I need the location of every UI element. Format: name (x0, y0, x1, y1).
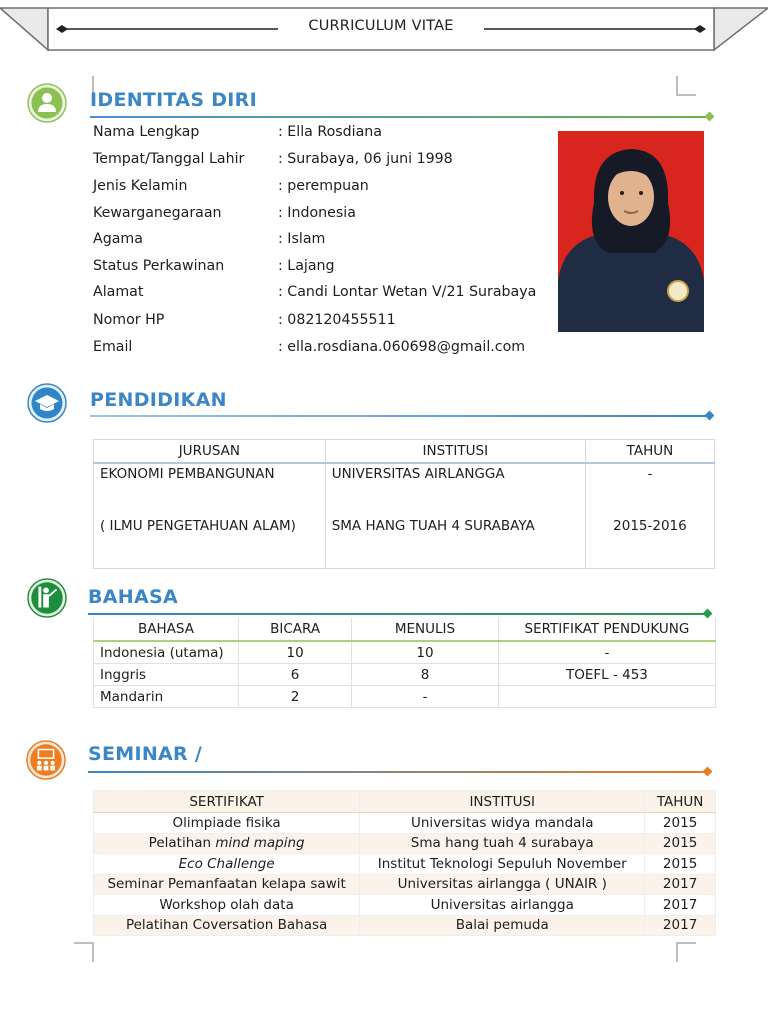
table-row (94, 895, 716, 916)
section-divider-end (705, 411, 715, 421)
seminar-table (93, 790, 716, 936)
identity-row (93, 151, 553, 177)
identity-row (93, 284, 553, 310)
identity-value: : Lajang (278, 258, 335, 274)
column-header: TAHUN (585, 440, 714, 464)
section-title-identity: IDENTITAS DIRI (90, 89, 257, 111)
page-title: CURRICULUM VITAE (308, 18, 454, 34)
identity-label: Kewarganegaraan (93, 205, 222, 221)
table-cell: Mandarin (94, 686, 239, 708)
column-header: INSTITUSI (360, 791, 645, 813)
year-cell: 2017 (645, 874, 716, 895)
table-cell: 6 (239, 664, 352, 686)
corner-mark (676, 942, 696, 962)
certificate-text: Seminar Pemanfaatan kelapa sawit (107, 876, 346, 893)
column-header: MENULIS (352, 618, 499, 641)
section-title-education: PENDIDIKAN (90, 389, 227, 411)
certificate-text: Pelatihan Coversation Bahasa (125, 917, 328, 934)
table-cell: Inggris (94, 664, 239, 686)
presenter-icon (27, 578, 67, 618)
identity-row (93, 231, 553, 257)
year-cell: 2015 (645, 854, 716, 875)
identity-label: Tempat/Tanggal Lahir (93, 151, 245, 167)
table-cell: 2 (239, 686, 352, 708)
table-cell: 10 (239, 641, 352, 664)
year-cell: 2015 (645, 833, 716, 854)
table-cell: - (352, 686, 499, 708)
table-cell: SMA HANG TUAH 4 SURABAYA (325, 516, 585, 569)
certificate-text: Workshop olah data (159, 896, 294, 913)
user-icon (27, 83, 67, 123)
table-row (94, 664, 716, 686)
section-divider-end (703, 767, 713, 777)
year-cell: 2017 (645, 895, 716, 916)
table-row (94, 854, 716, 875)
identity-row (93, 178, 553, 204)
corner-mark (74, 942, 94, 962)
column-header: SERTIFIKAT PENDUKUNG (498, 618, 715, 641)
identity-row (93, 339, 553, 365)
identity-value: : Candi Lontar Wetan V/21 Surabaya (278, 284, 536, 300)
certificate-cell (94, 895, 360, 916)
column-header: INSTITUSI (325, 440, 585, 464)
table-cell: UNIVERSITAS AIRLANGGA (325, 463, 585, 516)
identity-value: : Surabaya, 06 juni 1998 (278, 151, 453, 167)
table-row (94, 874, 716, 895)
table-cell: 8 (352, 664, 499, 686)
column-header: TAHUN (645, 791, 716, 813)
certificate-cell (94, 813, 360, 834)
identity-label: Agama (93, 231, 143, 247)
corner-mark (676, 76, 696, 96)
identity-label: Email (93, 339, 133, 355)
year-cell: 2017 (645, 915, 716, 936)
identity-row (93, 205, 553, 231)
table-row (94, 915, 716, 936)
identity-value: : Ella Rosdiana (278, 124, 382, 140)
section-divider (90, 415, 710, 417)
identity-label: Nomor HP (93, 312, 165, 328)
identity-value: : 082120455511 (278, 312, 396, 328)
identity-label: Nama Lengkap (93, 124, 200, 140)
table-row (94, 641, 716, 664)
column-header: SERTIFIKAT (94, 791, 360, 813)
identity-value: : ella.rosdiana.060698@gmail.com (278, 339, 525, 355)
institution-cell: Universitas airlangga ( UNAIR ) (360, 874, 645, 895)
section-divider (90, 116, 710, 118)
table-row (94, 463, 715, 516)
identity-value: : Islam (278, 231, 325, 247)
column-header: JURUSAN (94, 440, 326, 464)
table-cell: 10 (352, 641, 499, 664)
certificate-cell (94, 854, 360, 875)
table-cell: EKONOMI PEMBANGUNAN (94, 463, 326, 516)
identity-value: : perempuan (278, 178, 369, 194)
institution-cell: Universitas airlangga (360, 895, 645, 916)
certificate-text-italic: Eco Challenge (178, 855, 275, 872)
institution-cell: Sma hang tuah 4 surabaya (360, 833, 645, 854)
identity-label: Status Perkawinan (93, 258, 225, 274)
identity-label: Jenis Kelamin (93, 178, 188, 194)
institution-cell: Universitas widya mandala (360, 813, 645, 834)
audience-icon (26, 740, 66, 780)
table-row (94, 813, 716, 834)
certificate-text: Olimpiade fisika (172, 814, 281, 831)
section-divider (88, 613, 708, 615)
table-row (94, 833, 716, 854)
section-divider-end (703, 609, 713, 619)
certificate-cell (94, 874, 360, 895)
profile-photo (558, 131, 704, 332)
language-table (93, 618, 716, 708)
table-cell: - (498, 641, 715, 664)
graduation-cap-icon (27, 383, 67, 423)
table-cell: 2015-2016 (585, 516, 714, 569)
identity-value: : Indonesia (278, 205, 356, 221)
year-cell: 2015 (645, 813, 716, 834)
section-title-seminar: SEMINAR / (88, 743, 203, 765)
section-divider-end (705, 112, 715, 122)
identity-label: Alamat (93, 284, 144, 300)
table-cell: ( ILMU PENGETAHUAN ALAM) (94, 516, 326, 569)
table-cell: Indonesia (utama) (94, 641, 239, 664)
table-row (94, 516, 715, 569)
education-table (93, 439, 715, 569)
table-row (94, 686, 716, 708)
certificate-text-italic: mind maping (215, 835, 305, 852)
column-header: BICARA (239, 618, 352, 641)
table-cell: - (585, 463, 714, 516)
identity-row (93, 312, 553, 338)
section-divider (88, 771, 708, 773)
certificate-cell (94, 915, 360, 936)
column-header: BAHASA (94, 618, 239, 641)
table-cell (498, 686, 715, 708)
identity-row (93, 124, 553, 150)
institution-cell: Balai pemuda (360, 915, 645, 936)
certificate-text: Pelatihan (148, 835, 216, 852)
institution-cell: Institut Teknologi Sepuluh November (360, 854, 645, 875)
table-cell: TOEFL - 453 (498, 664, 715, 686)
certificate-cell (94, 833, 360, 854)
section-title-language: BAHASA (88, 586, 178, 608)
identity-row (93, 258, 553, 284)
